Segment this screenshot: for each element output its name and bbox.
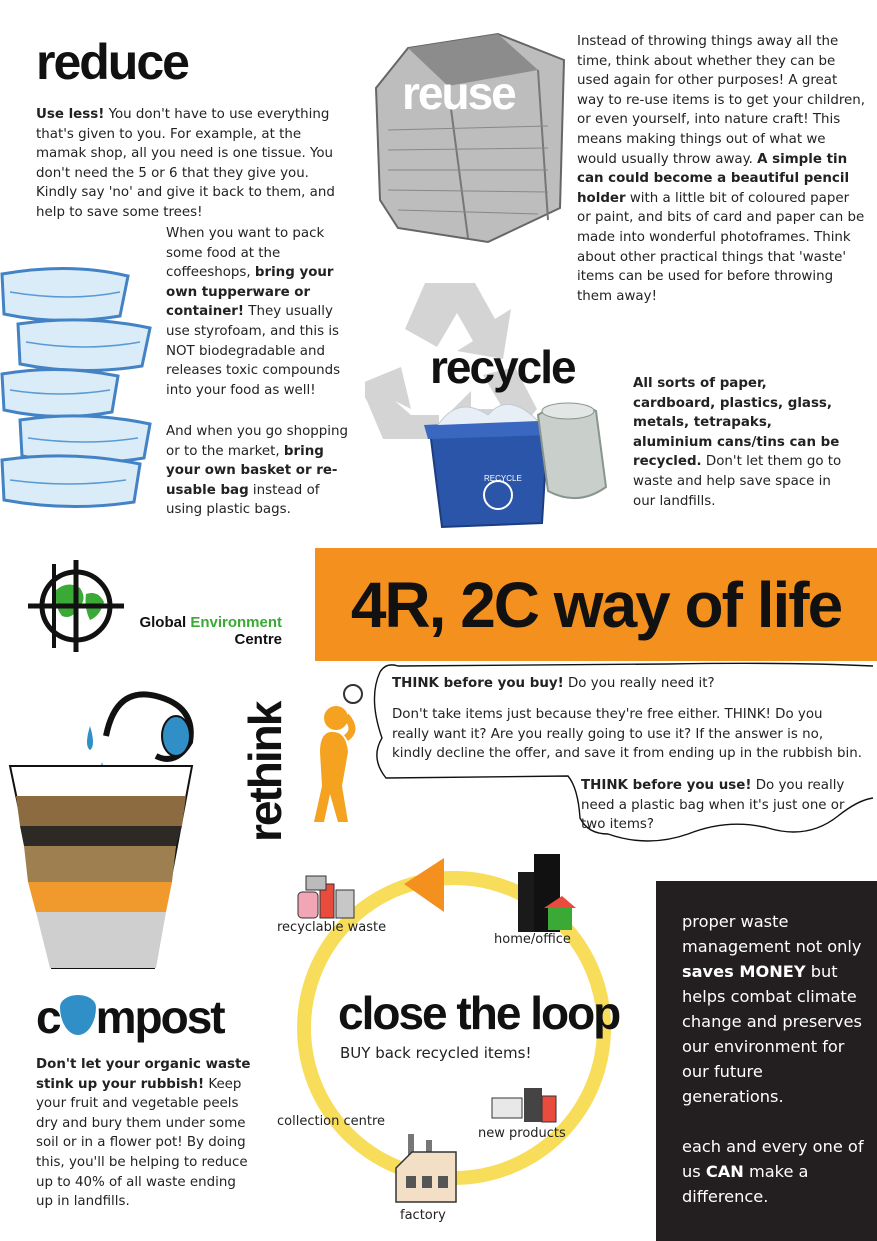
global-environment-centre-logo: [28, 560, 124, 652]
water-drop-icon: [60, 995, 96, 1035]
reuse-paragraph: Instead of throwing things away all the time, think about whether they can be used again for other purposes! A great way to re-use items is to get your children, or even yourself, into nature craft! This means making things out of what we would usually throw away. A simple tin can could become a beautiful pencil holder with a little bit of coloured paper or paint, and bits of card and paper can be made into wonderful photoframes. Think about other practical things that 'waste' items can be used for before throwing them away!: [577, 34, 866, 304]
reduce-title: reduce: [36, 34, 188, 90]
close-the-loop-title: close the loop: [338, 987, 620, 1039]
page-title: 4R, 2C way of life: [350, 569, 842, 641]
factory-icon: [392, 1134, 460, 1206]
recycle-paragraph: All sorts of paper, cardboard, plastics, glass, metals, tetrapaks, aluminium cans/tins can be recycled. Don't let them go to waste and help save space in our landfills.: [633, 376, 842, 509]
compost-layers-image: [6, 686, 206, 972]
rethink-title: rethink: [239, 702, 291, 842]
recyclable-waste-icon: [296, 872, 360, 920]
loop-label-new-products: new products: [478, 1126, 566, 1141]
home-office-buildings-icon: [516, 852, 576, 934]
reduce-paragraph-3: And when you go shopping or to the market, bring your own basket or re-usable bag instead of using plastic bags.: [166, 424, 348, 518]
tupperware-stack-image: [0, 262, 160, 520]
loop-label-collection-centre: collection centre: [277, 1114, 386, 1129]
thinking-person-image: [306, 682, 366, 832]
newspaper-box-image: [368, 30, 568, 245]
close-the-loop-subtitle: BUY back recycled items!: [340, 1044, 532, 1062]
loop-label-factory: factory: [400, 1208, 446, 1223]
recycle-bin-image: [418, 395, 618, 535]
recycle-title: recycle: [430, 341, 575, 393]
recycle-bin-label: RECYCLE: [484, 474, 522, 483]
compost-title: c mpost: [36, 991, 224, 1043]
logo-text: Global Environment Centre: [139, 614, 282, 648]
message-text: proper waste management not only saves MONEY but helps combat climate change and preserves our environment for our future generations. each and every one of us CAN make a difference.: [682, 912, 864, 1206]
title-banner: [315, 548, 877, 661]
rethink-paragraph-3: THINK before you use! Do you really need a plastic bag when it's just one or two items?: [581, 778, 845, 833]
message-box: [656, 881, 877, 1241]
new-products-icon: [490, 1082, 560, 1128]
loop-label-recyclable-waste: recyclable waste: [277, 920, 387, 935]
reduce-paragraph-1: Use less! You don't have to use everything that's given to you. For example, at the mamak shop, all you need is one tissue. You don't need the 5 or 6 that they give you. Kindly say 'no' and give it back to them, and help to save some trees!: [36, 107, 335, 220]
loop-label-home-office: home/office: [494, 932, 571, 947]
rethink-paragraph-1: THINK before you buy! Do you really need it?: [392, 676, 715, 691]
rethink-paragraph-2: Don't take items just because they're free either. THINK! Do you really want it? Are you really going to use it? If the answer is no, kindly decline the offer, and save it from ending up in the rubbish bin.: [392, 707, 863, 762]
reuse-title: reuse: [402, 67, 515, 119]
reduce-paragraph-2: When you want to pack some food at the coffeeshops, bring your own tupperware or container! They usually use styrofoam, and this is NOT biodegradable and releases toxic compounds into your food as well!: [166, 226, 341, 398]
compost-paragraph: Don't let your organic waste stink up your rubbish! Keep your fruit and vegetable peels dry and bury them under some soil or in a flower pot! By doing this, you'll be helping to reduce up to 40% of all waste ending up in landfills.: [36, 1057, 251, 1210]
